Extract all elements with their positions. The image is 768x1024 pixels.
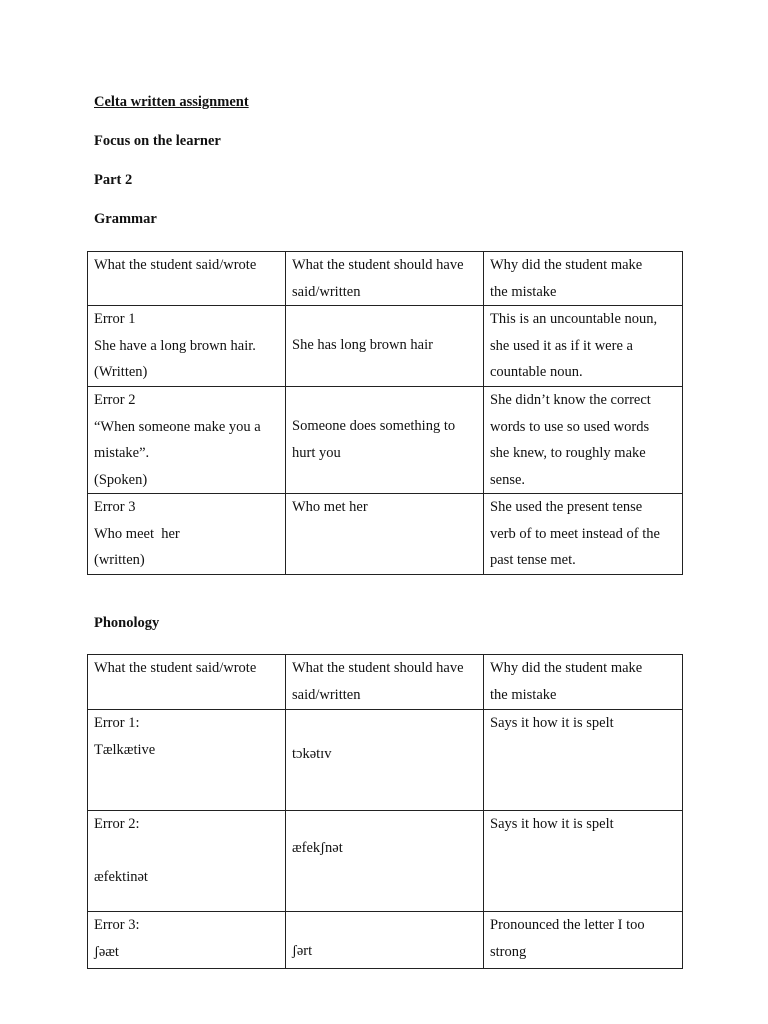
student-utterance: Who meet her <box>94 525 180 542</box>
error-label: Error 3 <box>94 499 136 515</box>
reason-line: This is an uncountable noun, <box>490 311 658 327</box>
reason-line: verb of to meet instead of the <box>490 525 660 542</box>
table-cell <box>286 306 484 387</box>
error-label: Error 2 <box>94 392 136 408</box>
error-label: Error 1 <box>94 311 136 327</box>
correction-text: hurt you <box>292 444 341 461</box>
section-heading-grammar: Grammar <box>94 211 157 227</box>
grammar-header-col2-line2: said/written <box>292 283 361 300</box>
reason-line: she knew, to roughly make <box>490 445 646 461</box>
student-pronunciation: ʃəæt <box>94 943 119 960</box>
table-cell <box>286 811 484 912</box>
phonology-header-col1: What the student said/wrote <box>94 660 257 676</box>
table-cell <box>286 912 484 969</box>
reason-line: past tense met. <box>490 552 576 568</box>
table-cell <box>286 387 484 494</box>
grammar-header-col3-line1: Why did the student make <box>490 257 643 273</box>
grammar-header-col2-line1: What the student should have <box>292 257 464 273</box>
grammar-header-col3-line2: the mistake <box>490 283 557 300</box>
table-cell <box>286 494 484 575</box>
correct-transcription: ʃərt <box>292 943 313 959</box>
table-cell <box>484 811 683 912</box>
grammar-header-row <box>88 252 683 306</box>
part-label: Part 2 <box>94 172 133 188</box>
grammar-header-col1: What the student said/wrote <box>94 257 257 273</box>
phonology-header-col3-line1: Why did the student make <box>490 660 643 676</box>
table-cell <box>484 306 683 387</box>
phonology-header-cell <box>88 655 286 710</box>
section-heading-phonology: Phonology <box>94 615 160 631</box>
correct-transcription: æfekʃnət <box>292 840 343 856</box>
error-label: Error 1: <box>94 715 140 731</box>
table-cell <box>484 387 683 494</box>
phonology-header-cell <box>484 655 683 710</box>
reason-line: Says it how it is spelt <box>490 816 614 832</box>
student-utterance: She have a long brown hair. <box>94 337 256 354</box>
table-cell <box>88 494 286 575</box>
phonology-header-col2-line1: What the student should have <box>292 660 464 676</box>
phonology-header-cell <box>286 655 484 710</box>
correction-text: Someone does something to <box>292 418 456 434</box>
error-mode: (Spoken) <box>94 471 148 488</box>
reason-line: Says it how it is spelt <box>490 715 614 731</box>
reason-line: sense. <box>490 471 526 488</box>
table-row <box>88 494 683 575</box>
reason-line: words to use so used words <box>490 418 650 435</box>
table-row <box>88 811 683 912</box>
document-subtitle: Focus on the learner <box>94 133 221 149</box>
reason-line: Pronounced the letter I too <box>490 917 645 933</box>
reason-line: countable noun. <box>490 364 583 380</box>
reason-line: strong <box>490 943 527 960</box>
document-title: Celta written assignment <box>94 94 249 110</box>
table-row <box>88 710 683 811</box>
error-label: Error 2: <box>94 816 140 832</box>
table-row <box>88 912 683 969</box>
phonology-header-row <box>88 655 683 710</box>
student-pronunciation: Tælkætive <box>94 741 156 758</box>
table-cell <box>484 710 683 811</box>
table-cell <box>484 494 683 575</box>
correction-text: She has long brown hair <box>292 337 433 353</box>
table-cell <box>484 912 683 969</box>
table-cell <box>88 811 286 912</box>
table-cell <box>88 912 286 969</box>
phonology-header-col3-line2: the mistake <box>490 686 557 703</box>
reason-line: She didn’t know the correct <box>490 392 651 408</box>
error-label: Error 3: <box>94 917 140 933</box>
grammar-header-cell <box>286 252 484 306</box>
grammar-header-cell <box>484 252 683 306</box>
student-pronunciation: æfektinət <box>94 868 148 885</box>
table-row <box>88 306 683 387</box>
student-utterance: “When someone make you a <box>94 418 261 435</box>
table-cell <box>88 306 286 387</box>
table-row <box>88 387 683 494</box>
phonology-table <box>87 654 683 969</box>
table-cell <box>88 710 286 811</box>
error-mode: (Written) <box>94 364 148 380</box>
reason-line: She used the present tense <box>490 499 643 515</box>
phonology-header-col2-line2: said/written <box>292 686 361 703</box>
grammar-header-cell <box>88 252 286 306</box>
reason-line: she used it as if it were a <box>490 337 633 354</box>
table-cell <box>88 387 286 494</box>
correct-transcription: tɔkətɪv <box>292 746 332 762</box>
correction-text: Who met her <box>292 499 368 515</box>
student-utterance: mistake”. <box>94 445 150 461</box>
table-cell <box>286 710 484 811</box>
grammar-table <box>87 251 683 575</box>
error-mode: (written) <box>94 552 145 568</box>
